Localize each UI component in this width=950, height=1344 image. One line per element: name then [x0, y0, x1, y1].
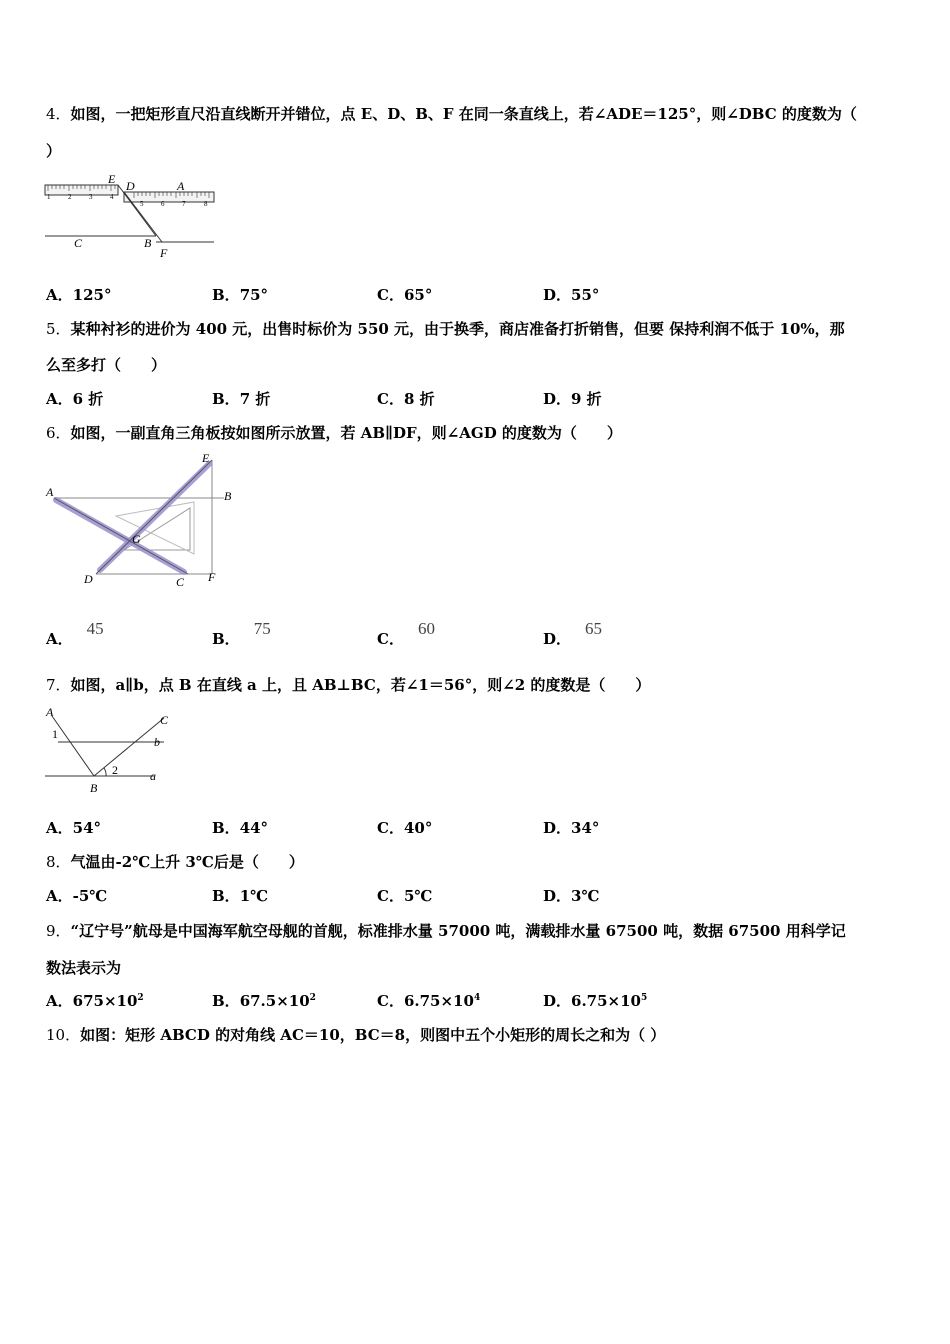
q6-number: 6． — [46, 424, 71, 442]
q6-text — [46, 422, 622, 443]
q6-option-a[interactable] — [46, 619, 104, 649]
q9-stem-line1: “辽宁号”航母是中国海军航空母舰的首舰，标准排水量 57000 吨，满载排水量 67500 吨，数据 67500 用科学记 — [70, 922, 846, 940]
q7-option-c[interactable] — [377, 817, 432, 838]
q4-label-d: D — [126, 179, 135, 193]
q6-option-b-letter: B． — [212, 630, 240, 648]
q5-option-d-letter: D． — [543, 390, 572, 408]
q7-option-d-value: 34° — [571, 819, 600, 837]
q4-tick-5: 5 — [140, 200, 144, 208]
q9-option-a-exp: 2 — [137, 993, 144, 1003]
q9-option-c[interactable] — [377, 990, 480, 1011]
q9-option-a-letter: A． — [46, 992, 73, 1010]
q4-label-e: E — [108, 172, 116, 186]
q5-option-d[interactable] — [543, 388, 602, 409]
q9-option-a-base: 675×10 — [72, 992, 138, 1010]
q4-label-c: C — [74, 236, 83, 250]
q6-option-a-value: 45 — [86, 619, 104, 638]
q4-stem-line2: ） — [46, 142, 62, 160]
q4-tick-2: 2 — [68, 193, 72, 201]
q7-number: 7． — [46, 676, 71, 694]
q9-option-c-letter: C． — [377, 992, 404, 1010]
q9-option-a[interactable] — [46, 990, 144, 1011]
q4-tick-1: 1 — [47, 193, 51, 201]
q9-option-b[interactable] — [212, 990, 316, 1011]
q8-text — [46, 851, 304, 872]
q6-label-b: B — [224, 489, 232, 503]
q7-segment-ab — [52, 716, 94, 776]
q8-option-d[interactable] — [543, 885, 599, 906]
q4-ruler-right — [124, 192, 214, 202]
q10-stem-line1: 如图：矩形 ABCD 的对角线 AC＝10，BC＝8，则图中五个小矩形的周长之和为（ ） — [80, 1026, 666, 1044]
q6-label-g: G — [132, 532, 141, 546]
q10-text — [46, 1024, 665, 1045]
q5-option-d-value: 9 折 — [571, 390, 602, 408]
q9-option-d-letter: D． — [543, 992, 572, 1010]
q9-option-d-base: 6.75×10 — [571, 992, 641, 1010]
q8-number: 8． — [46, 853, 71, 871]
q8-option-d-value: 3℃ — [571, 887, 600, 905]
q6-option-c[interactable] — [377, 619, 435, 649]
q5-number: 5． — [46, 320, 71, 338]
q8-option-d-letter: D． — [543, 887, 572, 905]
q7-figure — [44, 702, 184, 797]
q8-option-a-value: -5℃ — [72, 887, 108, 905]
q8-stem-line1: 气温由-2℃上升 3℃后是（ ） — [70, 853, 304, 871]
q4-tick-4: 4 — [110, 193, 114, 201]
q7-angle-2-arc — [104, 768, 106, 776]
q9-option-b-letter: B． — [212, 992, 240, 1010]
q4-option-a[interactable] — [46, 284, 111, 305]
q9-text — [46, 920, 846, 941]
q4-option-c-letter: C． — [377, 286, 404, 304]
q5-stem-line1: 某种衬衫的进价为 400 元，出售时标价为 550 元，由于换季，商店准备打折销售，但要 保持利润不低于 10%，那 — [70, 320, 845, 338]
q7-label-1: 1 — [52, 727, 58, 741]
q6-figure — [44, 450, 244, 590]
q4-option-c-value: 65° — [403, 286, 433, 304]
q4-tick-8: 8 — [204, 200, 208, 208]
q7-label-a-line: a — [150, 769, 156, 783]
q6-label-a: A — [46, 485, 54, 499]
q9-option-c-base: 6.75×10 — [403, 992, 474, 1010]
q4-option-d[interactable] — [543, 284, 599, 305]
q4-tick-7: 7 — [182, 200, 186, 208]
q6-option-d[interactable] — [543, 619, 603, 649]
q4-option-a-value: 125° — [72, 286, 112, 304]
q9-option-b-base: 67.5×10 — [239, 992, 310, 1010]
q4-option-c[interactable] — [377, 284, 432, 305]
q5-option-c[interactable] — [377, 388, 435, 409]
q7-option-a[interactable] — [46, 817, 101, 838]
q5-option-b[interactable] — [212, 388, 270, 409]
q5-option-c-letter: C． — [377, 390, 404, 408]
q4-option-d-letter: D． — [543, 286, 572, 304]
q5-option-b-value: 7 折 — [239, 390, 271, 408]
q8-option-b[interactable] — [212, 885, 268, 906]
q7-option-c-value: 40° — [403, 819, 433, 837]
q6-option-c-letter: C． — [377, 630, 404, 648]
q4-stem-line1: 如图，一把矩形直尺沿直线断开并错位，点 E、D、B、F 在同一条直线上，若∠ADE＝125°，则∠DBC 的度数为（ — [70, 105, 857, 123]
q5-option-a[interactable] — [46, 388, 103, 409]
q5-stem-line2: 么至多打（ ） — [46, 356, 167, 374]
q4-label-a: A — [177, 179, 185, 193]
q7-option-d-letter: D． — [543, 819, 572, 837]
q7-label-b-line: b — [154, 735, 160, 749]
q4-number: 4． — [46, 105, 71, 123]
q6-label-e: E — [202, 451, 210, 465]
q9-number: 9． — [46, 922, 71, 940]
q6-option-c-value: 60 — [417, 619, 435, 638]
q7-option-b[interactable] — [212, 817, 268, 838]
q4-option-b-letter: B． — [212, 286, 240, 304]
q7-stem-line1: 如图，a∥b，点 B 在直线 a 上，且 AB⊥BC，若∠1＝56°，则∠2 的度数是（ ） — [70, 676, 651, 694]
q4-option-a-letter: A． — [46, 286, 73, 304]
q7-label-2: 2 — [112, 763, 118, 777]
q6-option-d-value: 65 — [585, 619, 603, 638]
q5-option-c-value: 8 折 — [403, 390, 435, 408]
q6-label-d: D — [84, 572, 93, 586]
q8-option-c-letter: C． — [377, 887, 404, 905]
q9-option-c-exp: 4 — [473, 993, 481, 1003]
q7-option-c-letter: C． — [377, 819, 404, 837]
q6-option-d-letter: D． — [543, 630, 572, 648]
q9-option-d[interactable] — [543, 990, 647, 1011]
q5-text — [46, 318, 845, 339]
q8-option-b-letter: B． — [212, 887, 240, 905]
q8-option-b-value: 1℃ — [239, 887, 269, 905]
q4-option-d-value: 55° — [571, 286, 600, 304]
q4-figure — [44, 172, 219, 262]
q5-option-b-letter: B． — [212, 390, 240, 408]
q8-option-c-value: 5℃ — [403, 887, 433, 905]
q7-option-a-value: 54° — [72, 819, 102, 837]
q4-label-b: B — [144, 236, 152, 250]
q6-label-c: C — [176, 575, 185, 589]
q6-edge-ac — [54, 498, 188, 574]
q8-option-a-letter: A． — [46, 887, 73, 905]
q6-label-f: F — [208, 570, 216, 584]
q4-text — [46, 103, 857, 124]
q7-label-c: C — [160, 713, 169, 727]
q6-option-a-letter: A． — [46, 630, 73, 648]
q8-option-c[interactable] — [377, 885, 432, 906]
q5-option-a-value: 6 折 — [72, 390, 104, 408]
q4-option-b[interactable] — [212, 284, 268, 305]
q10-number: 10． — [46, 1026, 81, 1044]
q9-option-b-exp: 2 — [309, 993, 316, 1003]
q4-label-f: F — [160, 246, 168, 260]
q7-label-a-point: A — [46, 705, 54, 719]
q6-stem-line1: 如图，一副直角三角板按如图所示放置，若 AB∥DF，则∠AGD 的度数为（ ） — [70, 424, 622, 442]
q5-option-a-letter: A． — [46, 390, 73, 408]
q7-option-b-letter: B． — [212, 819, 240, 837]
q9-stem-line2: 数法表示为 — [46, 959, 122, 977]
q4-tick-6: 6 — [161, 200, 165, 208]
q8-option-a[interactable] — [46, 885, 107, 906]
q4-tick-3: 3 — [89, 193, 93, 201]
q6-option-b[interactable] — [212, 619, 271, 649]
q7-option-b-value: 44° — [239, 819, 269, 837]
q7-option-a-letter: A． — [46, 819, 73, 837]
q7-label-b-point: B — [90, 781, 98, 795]
q7-text — [46, 674, 650, 695]
q7-option-d[interactable] — [543, 817, 599, 838]
q6-option-b-value: 75 — [253, 619, 271, 638]
q4-option-b-value: 75° — [239, 286, 269, 304]
q9-option-d-exp: 5 — [641, 993, 648, 1003]
